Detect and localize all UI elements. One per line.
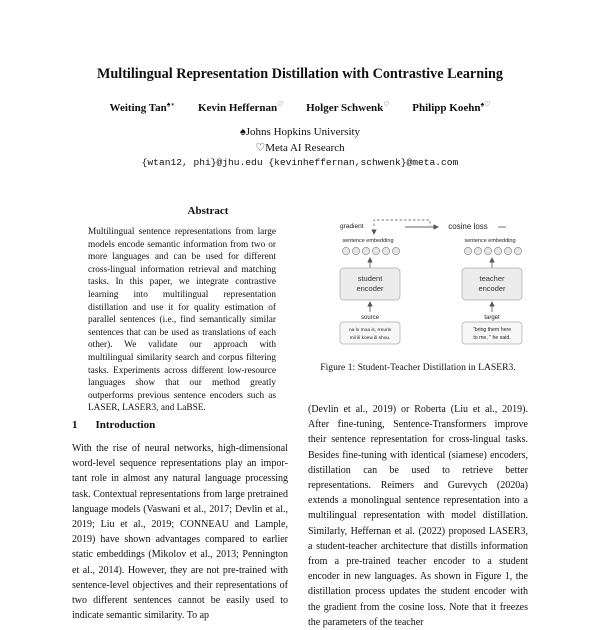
gradient-arrow [374, 220, 430, 226]
author: Weiting Tan♠∗ [109, 100, 176, 114]
body-text-left-column: With the rise of neural networks, high-dimensional word-level sequence representations play an important role in almost any natural language processing task. Contextual representations from large pretrained language models (Vaswani et al., 2017; Devlin et al., 2019; Liu et al., 2019; CONNEAU and Lample, 2019) have shown advantages compared to earlier static embeddings (Mikolov et al., 2013; Pennington et al., 2014). However, they are not pre-trained with sentence-level objectives and their representations of two different sentences cannot be easily used to indicate semantic similarity. To ap [72, 443, 288, 622]
author: Holger Schwenk♡ [306, 100, 390, 114]
loss-label: cosine loss [448, 222, 488, 231]
author-list [0, 100, 600, 114]
author: Philipp Koehn♠♡ [412, 100, 491, 114]
source-sentence: na lo moa is, rreuris [348, 328, 392, 333]
figure-caption: Figure 1: Student-Teacher Distillation in LASER3. [320, 362, 516, 373]
distillation-figure [320, 212, 530, 352]
abstract-text: Multilingual sentence representations from large models encode semantic information from two or more languages and can be used for different cross-lingual information retrieval and matching tasks. In this paper, we integrate contrastive learning into multilingual representation distillation and use it for quality estimation of parallel sentences (i.e., find semantically similar sentences that can be used as translations of each other). We validate our approach with multilingual similarity search and corpus filtering tasks. Experiments across different low-resource languages show that our method greatly outperforms previous sentence encoders such as LASER, LASER3, and LaBSE. [88, 227, 276, 414]
body-text-right-column: (Devlin et al., 2019) or Roberta (Liu et al., 2019). After fine-tuning, Sentence-Transformers improve their sentence representation for cross-lingual tasks. Besides fine-tuning with identical (siamese) encoders, distillation can be used to retrieve better representations. Reimers and Gurevych (2020a) extends a monolingual sentence representation into a multilingual representation with model distillation. Similarly, Heffernan et al. (2022) proposed LASER3, a student-teacher architecture that distills information from a pre-trained teacher encoder to a student encoder in new languages. As shown in Figure 1, the distillation process updates the student encoder with the gradient from the cosine loss. Note that it freezes the parameters of the teacher [308, 404, 528, 628]
target-label: target [484, 315, 500, 321]
paper-title: Multilingual Representation Distillation with Contrastive Learning [96, 66, 504, 82]
affiliation: ♠Johns Hopkins University [239, 126, 361, 138]
teacher-encoder-label: teacher [479, 274, 505, 283]
affiliation: ♡Meta AI Research [255, 142, 345, 154]
author-emails: {wtan12, phi}@jhu.edu {kevinheffernan,schwenk}@meta.com [141, 157, 459, 168]
abstract-heading: Abstract [187, 205, 229, 217]
student-encoder-label: student [357, 274, 383, 283]
teacher-embedding-label: sentence embedding [464, 238, 516, 244]
author: Kevin Heffernan♡ [197, 100, 284, 114]
teacher-embedding-vector [464, 247, 521, 254]
source-label: source [360, 315, 380, 321]
source-sentence: mil ili koew ili shou. [349, 336, 391, 341]
student-embedding-label: sentence embedding [342, 238, 394, 244]
section-heading: 1 Introduction [72, 419, 156, 431]
student-embedding-vector [342, 247, 399, 254]
student-encoder-label: encoder [356, 284, 384, 293]
target-sentence: to me, " he said. [473, 335, 511, 341]
gradient-label: gradient [340, 223, 364, 230]
target-sentence: "bring them here [472, 327, 512, 333]
teacher-encoder-label: encoder [478, 284, 506, 293]
